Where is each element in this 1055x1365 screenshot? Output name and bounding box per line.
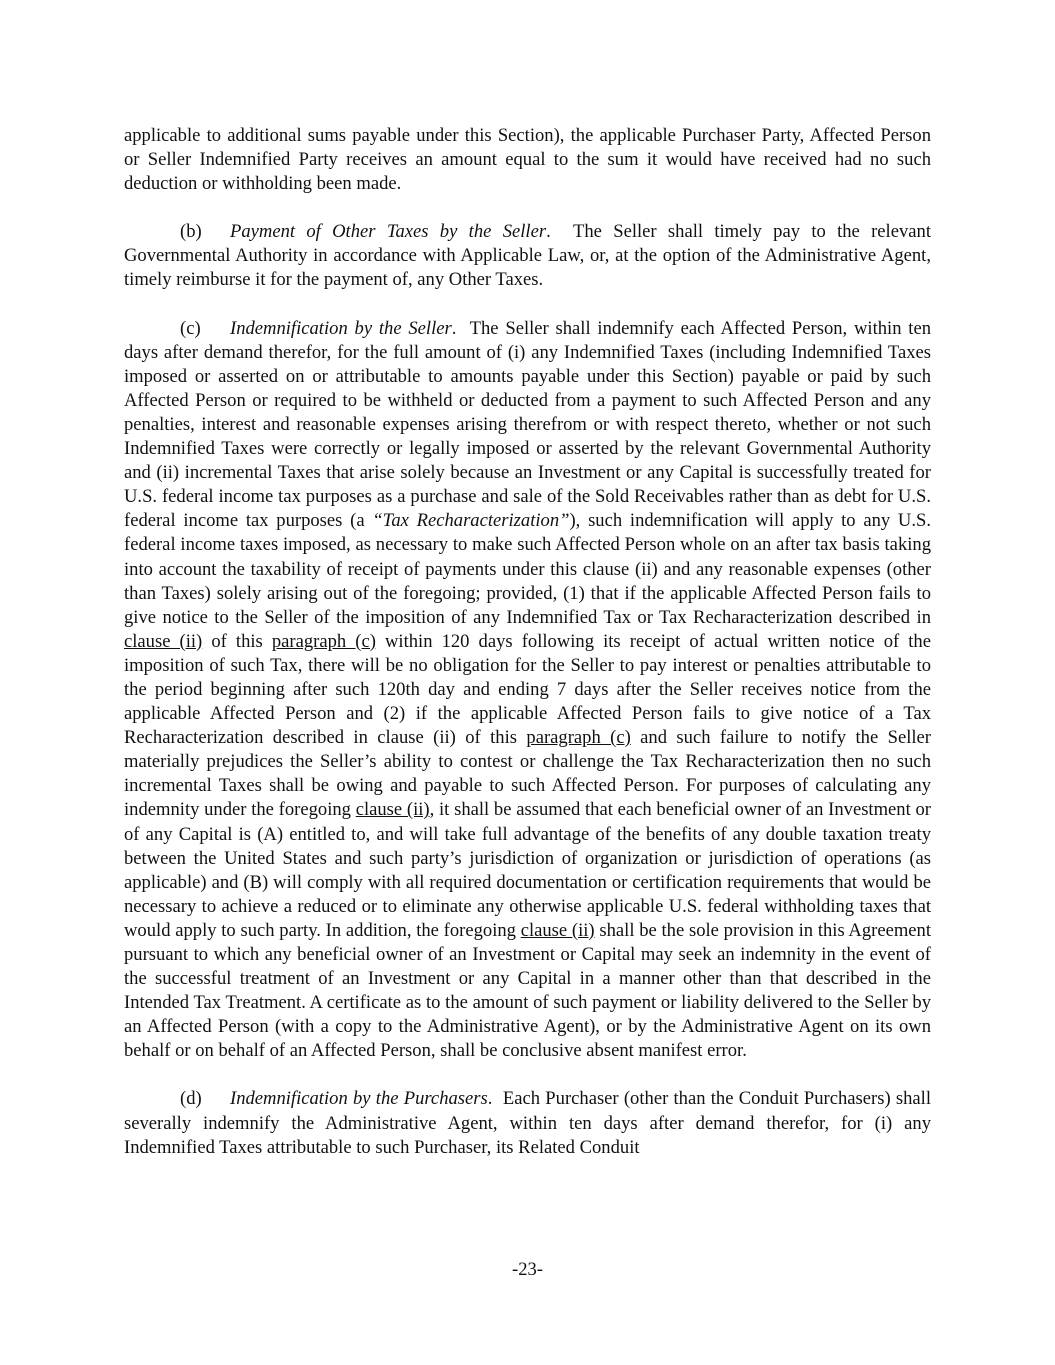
paragraph-c-marker: (c) xyxy=(180,317,201,339)
paragraph-c xyxy=(124,317,931,1064)
paragraph-c-body-part-7: shall be the sole provision in this Agreement pursuant to which any beneficial owner of an Investment or Capital may seek an indemnity in the event of the successful treatment of an Investment or any Capital in a manner other than that described in the Intended Tax Treatment. A certificate as to the amount of such payment or liability delivered to the Seller by an Affected Person (with a copy to the Administrative Agent), or by the Administrative Agent on its own behalf or on behalf of an Affected Person, shall be conclusive absent manifest error. xyxy=(124,919,932,1062)
paragraph-c-body-part-3: of this xyxy=(202,630,272,652)
paragraph-c-heading: Indemnification by the Seller xyxy=(230,317,452,339)
paragraph-d-body: Each Purchaser (other than the Conduit Purchasers) shall severally indemnify the Administrative Agent, within ten days after demand therefor, for (i) any Indemnified Taxes attributable to such Purchaser, its Related Conduit xyxy=(124,1088,931,1158)
cross-reference-paragraph-c: paragraph (c) xyxy=(526,727,631,749)
document-page xyxy=(124,124,931,1184)
paragraph-b-heading: Payment of Other Taxes by the Seller xyxy=(230,221,547,243)
paragraph-b xyxy=(124,220,931,292)
paragraph-c-body-part-4: within 120 days following its receipt of actual written notice of the imposition of such Tax, there will be no obligation for the Seller to pay interest or penalties attributable to the period beginning after such 120th day and ending 7 days after the Seller receives notice from the applicable Affected Person and (2) if the applicable Affected Person fails to give notice of a Tax Recharacterization described in clause (ii) of this xyxy=(124,630,931,749)
paragraph-c-body-part-6: , it shall be assumed that each beneficial owner of an Investment or of any Capital is (A) entitled to, and will take full advantage of the benefits of any double taxation treaty between the United States and such party’s jurisdiction of organization or jurisdiction of operations (as applicable) and (B) will comply with all required documentation or certification requirements that would be necessary to achieve a reduced or to eliminate any otherwise applicable U.S. federal withholding taxes that would apply to such party. In addition, the foregoing xyxy=(124,799,932,941)
cross-reference-paragraph-c: paragraph (c) xyxy=(271,630,376,652)
cross-reference-clause-ii: clause (ii) xyxy=(520,919,595,941)
paragraph-d xyxy=(124,1087,931,1159)
paragraph-c-heading-period: . xyxy=(451,317,457,339)
defined-term-tax-recharacterization: “Tax Recharacterization” xyxy=(372,510,570,532)
paragraph-b-marker: (b) xyxy=(180,221,202,243)
continuation-paragraph xyxy=(124,124,931,196)
page-number: -23- xyxy=(512,1259,543,1280)
cross-reference-clause-ii: clause (ii) xyxy=(355,799,430,821)
paragraph-d-heading-period: . xyxy=(487,1088,493,1110)
continuation-text: applicable to additional sums payable under this Section), the applicable Purchaser Party, Affected Person or Seller Indemnified Party receives an amount equal to the sum it would have received had no such deduction or withholding been made. xyxy=(124,125,931,195)
cross-reference-clause-ii: clause (ii) xyxy=(124,630,203,652)
paragraph-b-heading-period: . xyxy=(546,221,551,243)
paragraph-b-body: The Seller shall timely pay to the relevant Governmental Authority in accordance with Applicable Law, or, at the option of the Administrative Agent, timely reimburse it for the payment of, any Other Taxes. xyxy=(124,221,931,291)
paragraph-d-marker: (d) xyxy=(180,1088,202,1110)
paragraph-c-body-part-2: ), such indemnification will apply to any U.S. federal income taxes imposed, as necessary to make such Affected Person whole on an after tax basis taking into account the taxability of receipt of payments under this clause (ii) and any reasonable expenses (other than Taxes) solely arising out of the foregoing; provided, (1) that if the applicable Affected Person fails to give notice to the Seller of the imposition of any Indemnified Tax or Tax Recharacterization described in xyxy=(124,510,931,628)
paragraph-c-body-part-1: The Seller shall indemnify each Affected Person, within ten days after demand therefor, for the full amount of (i) any Indemnified Taxes (including Indemnified Taxes imposed or asserted on or attributable to amounts payable under this Section) payable or paid by such Affected Person or required to be withheld or deducted from a payment to such Affected Person and any penalties, interest and reasonable expenses arising therefrom or with respect thereto, whether or not such Indemnified Taxes were correctly or legally imposed or asserted by the relevant Governmental Authority and (ii) incremental Taxes that arise solely because an Investment or any Capital is successfully treated for U.S. federal income tax purposes as a purchase and sale of the Sold Receivables rather than as debt for U.S. federal income tax purposes (a xyxy=(124,317,932,532)
paragraph-c-body-part-5: and such failure to notify the Seller materially prejudices the Seller’s ability to contest or challenge the Tax Recharacterization then no such incremental Taxes shall be owing and payable to such Affected Person. For purposes of calculating any indemnity under the foregoing xyxy=(124,727,931,821)
paragraph-d-heading: Indemnification by the Purchasers xyxy=(230,1088,488,1110)
